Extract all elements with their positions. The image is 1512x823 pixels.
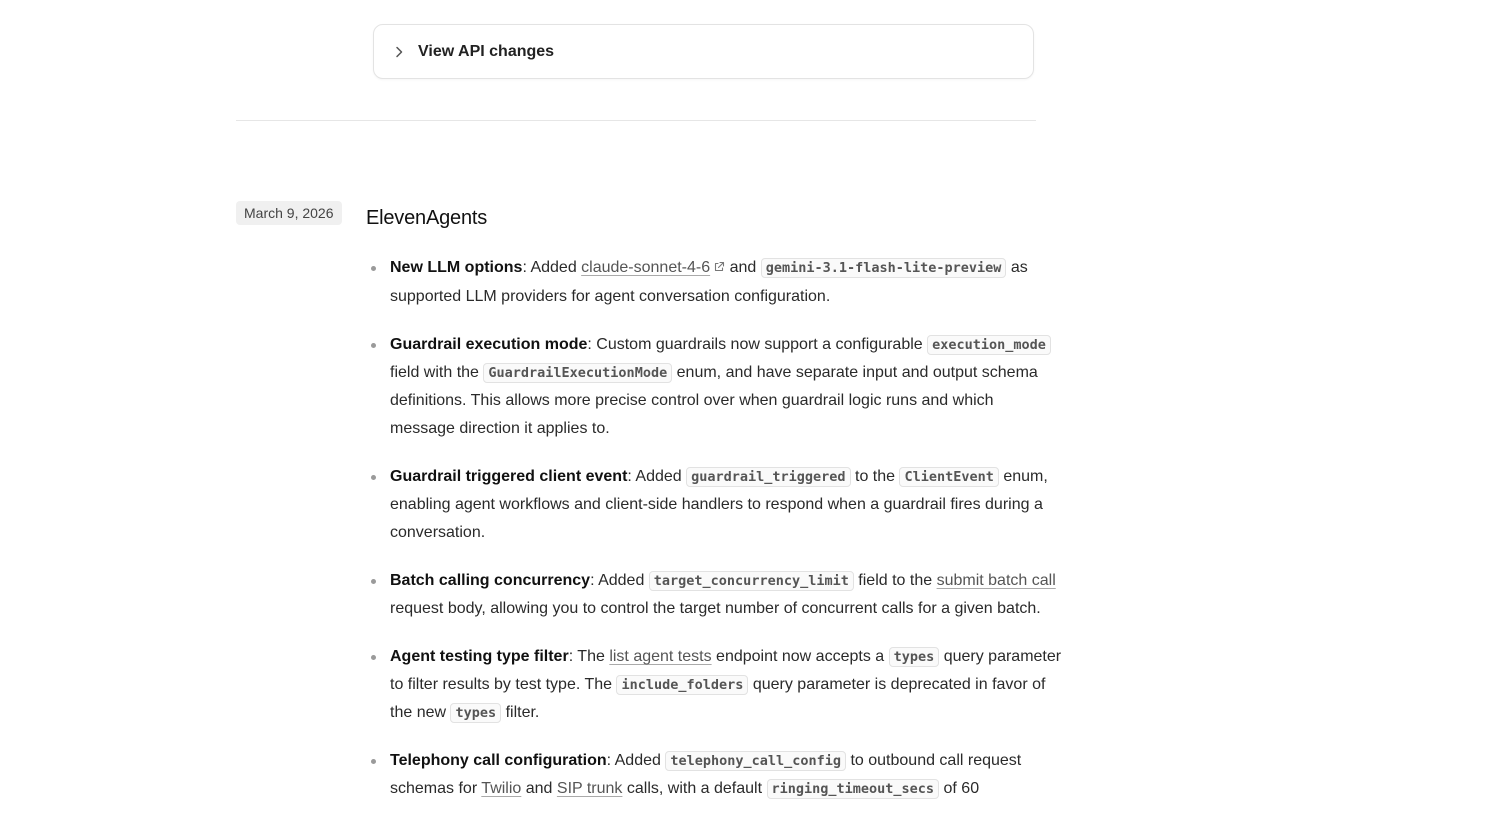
code-client-event: ClientEvent bbox=[899, 467, 998, 487]
item-title: Batch calling concurrency bbox=[390, 572, 591, 589]
item-text: and bbox=[521, 780, 557, 797]
code-types: types bbox=[450, 703, 501, 723]
item-text: request body, allowing you to control the target number of concurrent calls for a given batch. bbox=[390, 600, 1041, 617]
item-text: to outbound call request schemas for bbox=[390, 752, 1022, 797]
list-item-telephony-config bbox=[390, 747, 1062, 803]
list-item-guardrail-execution-mode bbox=[390, 331, 1062, 443]
claude-sonnet-link[interactable]: claude-sonnet-4-6 bbox=[581, 259, 711, 276]
item-text: endpoint now accepts a bbox=[711, 648, 889, 665]
entry-date-badge: March 9, 2026 bbox=[236, 201, 342, 225]
item-text: : Added bbox=[606, 752, 666, 769]
item-text: : The bbox=[568, 648, 610, 665]
item-text: : Added bbox=[627, 468, 687, 485]
item-text: : Custom guardrails now support a configurable bbox=[587, 336, 928, 353]
item-title: Guardrail execution mode bbox=[390, 336, 588, 353]
submit-batch-call-link[interactable]: submit batch call bbox=[936, 572, 1056, 589]
list-item-agent-testing-filter bbox=[390, 643, 1062, 727]
view-api-changes-toggle[interactable] bbox=[373, 24, 1034, 79]
list-item-new-llm-options bbox=[390, 254, 1062, 311]
code-guardrail-triggered: guardrail_triggered bbox=[686, 467, 850, 487]
code-include-folders: include_folders bbox=[616, 675, 748, 695]
changelog-list bbox=[366, 254, 1062, 823]
item-text: calls, with a default bbox=[622, 780, 767, 797]
code-ringing-timeout-secs: ringing_timeout_secs bbox=[767, 779, 940, 799]
item-text: : Added bbox=[590, 572, 649, 589]
section-divider bbox=[236, 120, 1036, 121]
code-execution-mode: execution_mode bbox=[927, 335, 1051, 355]
item-text: field with the bbox=[390, 364, 484, 381]
item-title: Guardrail triggered client event bbox=[390, 468, 628, 485]
item-title: Telephony call configuration bbox=[390, 752, 607, 769]
item-text: to the bbox=[850, 468, 900, 485]
code-target-concurrency-limit: target_concurrency_limit bbox=[649, 571, 854, 591]
item-text: enum, and have separate input and output schema definitions. This allows more precise control over when guardrail logic runs and which message direction it applies to. bbox=[390, 364, 1038, 437]
item-title: Agent testing type filter bbox=[390, 648, 569, 665]
code-guardrail-execution-mode: GuardrailExecutionMode bbox=[483, 363, 672, 383]
code-telephony-call-config: telephony_call_config bbox=[665, 751, 846, 771]
sip-trunk-link[interactable]: SIP trunk bbox=[556, 780, 623, 797]
item-text: filter. bbox=[501, 704, 540, 721]
code-types: types bbox=[889, 647, 940, 667]
item-text: as supported LLM providers for agent conversation configuration. bbox=[390, 259, 1028, 305]
list-item-guardrail-triggered bbox=[390, 463, 1062, 547]
list-item-batch-calling bbox=[390, 567, 1062, 623]
item-text: of 60 bbox=[939, 780, 980, 797]
list-agent-tests-link[interactable]: list agent tests bbox=[609, 648, 712, 665]
item-title: New LLM options bbox=[390, 259, 523, 276]
item-text: and bbox=[725, 259, 761, 276]
code-gemini: gemini-3.1-flash-lite-preview bbox=[761, 258, 1007, 278]
chevron-right-icon bbox=[392, 45, 406, 59]
item-text: field to the bbox=[853, 572, 937, 589]
item-text: enum, enabling agent workflows and client-side handlers to respond when a guardrail fires during a conversation. bbox=[390, 468, 1048, 541]
view-api-changes-label: View API changes bbox=[418, 42, 555, 60]
item-text: query parameter is deprecated in favor of the new bbox=[390, 676, 1046, 721]
item-text: query parameter to filter results by test type. The bbox=[390, 648, 1062, 693]
entry-title: ElevenAgents bbox=[366, 207, 488, 229]
external-link-icon bbox=[713, 255, 725, 283]
twilio-link[interactable]: Twilio bbox=[481, 780, 522, 797]
item-text: : Added bbox=[522, 259, 582, 276]
